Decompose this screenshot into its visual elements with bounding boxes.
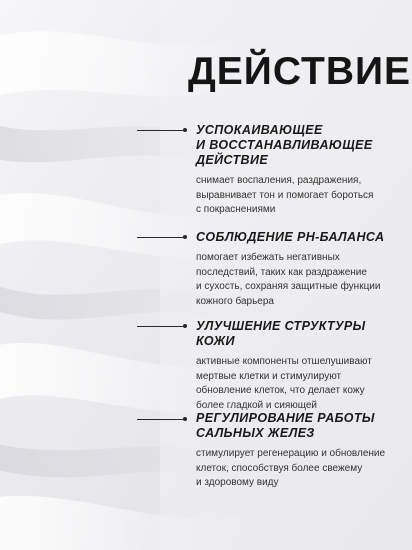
connector-dot	[183, 128, 187, 132]
connector-dot	[183, 417, 187, 421]
connector-line	[137, 237, 185, 238]
benefit-description: стимулирует регенерацию и обновление клеток, способствуя более свежему и здоровому виду	[196, 448, 386, 488]
benefit-heading: РЕГУЛИРОВАНИЕ РАБОТЫ САЛЬНЫХ ЖЕЛЕЗ	[196, 411, 375, 440]
benefit-description: снимает воспаления, раздражения, выравнивает тон и помогает бороться с покраснениями	[196, 175, 374, 215]
benefit-description: помогает избежать негативных последствий, таких как раздражение и сухость, сохраняя защитные функции кожного барьера	[196, 252, 381, 307]
benefit-skin-structure	[196, 319, 406, 413]
connector-dot	[183, 235, 187, 239]
connector-line	[137, 326, 185, 327]
connector-line	[137, 419, 185, 420]
benefit-heading: СОБЛЮДЕНИЕ PH-БАЛАНСА	[196, 230, 385, 244]
benefit-heading: УСПОКАИВАЮЩЕЕ И ВОССТАНАВЛИВАЮЩЕЕ ДЕЙСТВИЕ	[196, 123, 373, 167]
benefit-heading: УЛУЧШЕНИЕ СТРУКТУРЫ КОЖИ	[196, 319, 366, 348]
benefit-description: активные компоненты отшелушивают мертвые клетки и стимулируют обновление клеток, что делает кожу более гладкой и сияющей	[196, 356, 372, 411]
connector-dot	[183, 324, 187, 328]
connector-line	[137, 130, 185, 131]
page-title: ДЕЙСТВИЕ	[188, 50, 412, 93]
benefit-soothing	[196, 123, 406, 218]
benefit-ph-balance	[196, 230, 406, 309]
benefit-sebaceous-glands	[196, 411, 406, 491]
